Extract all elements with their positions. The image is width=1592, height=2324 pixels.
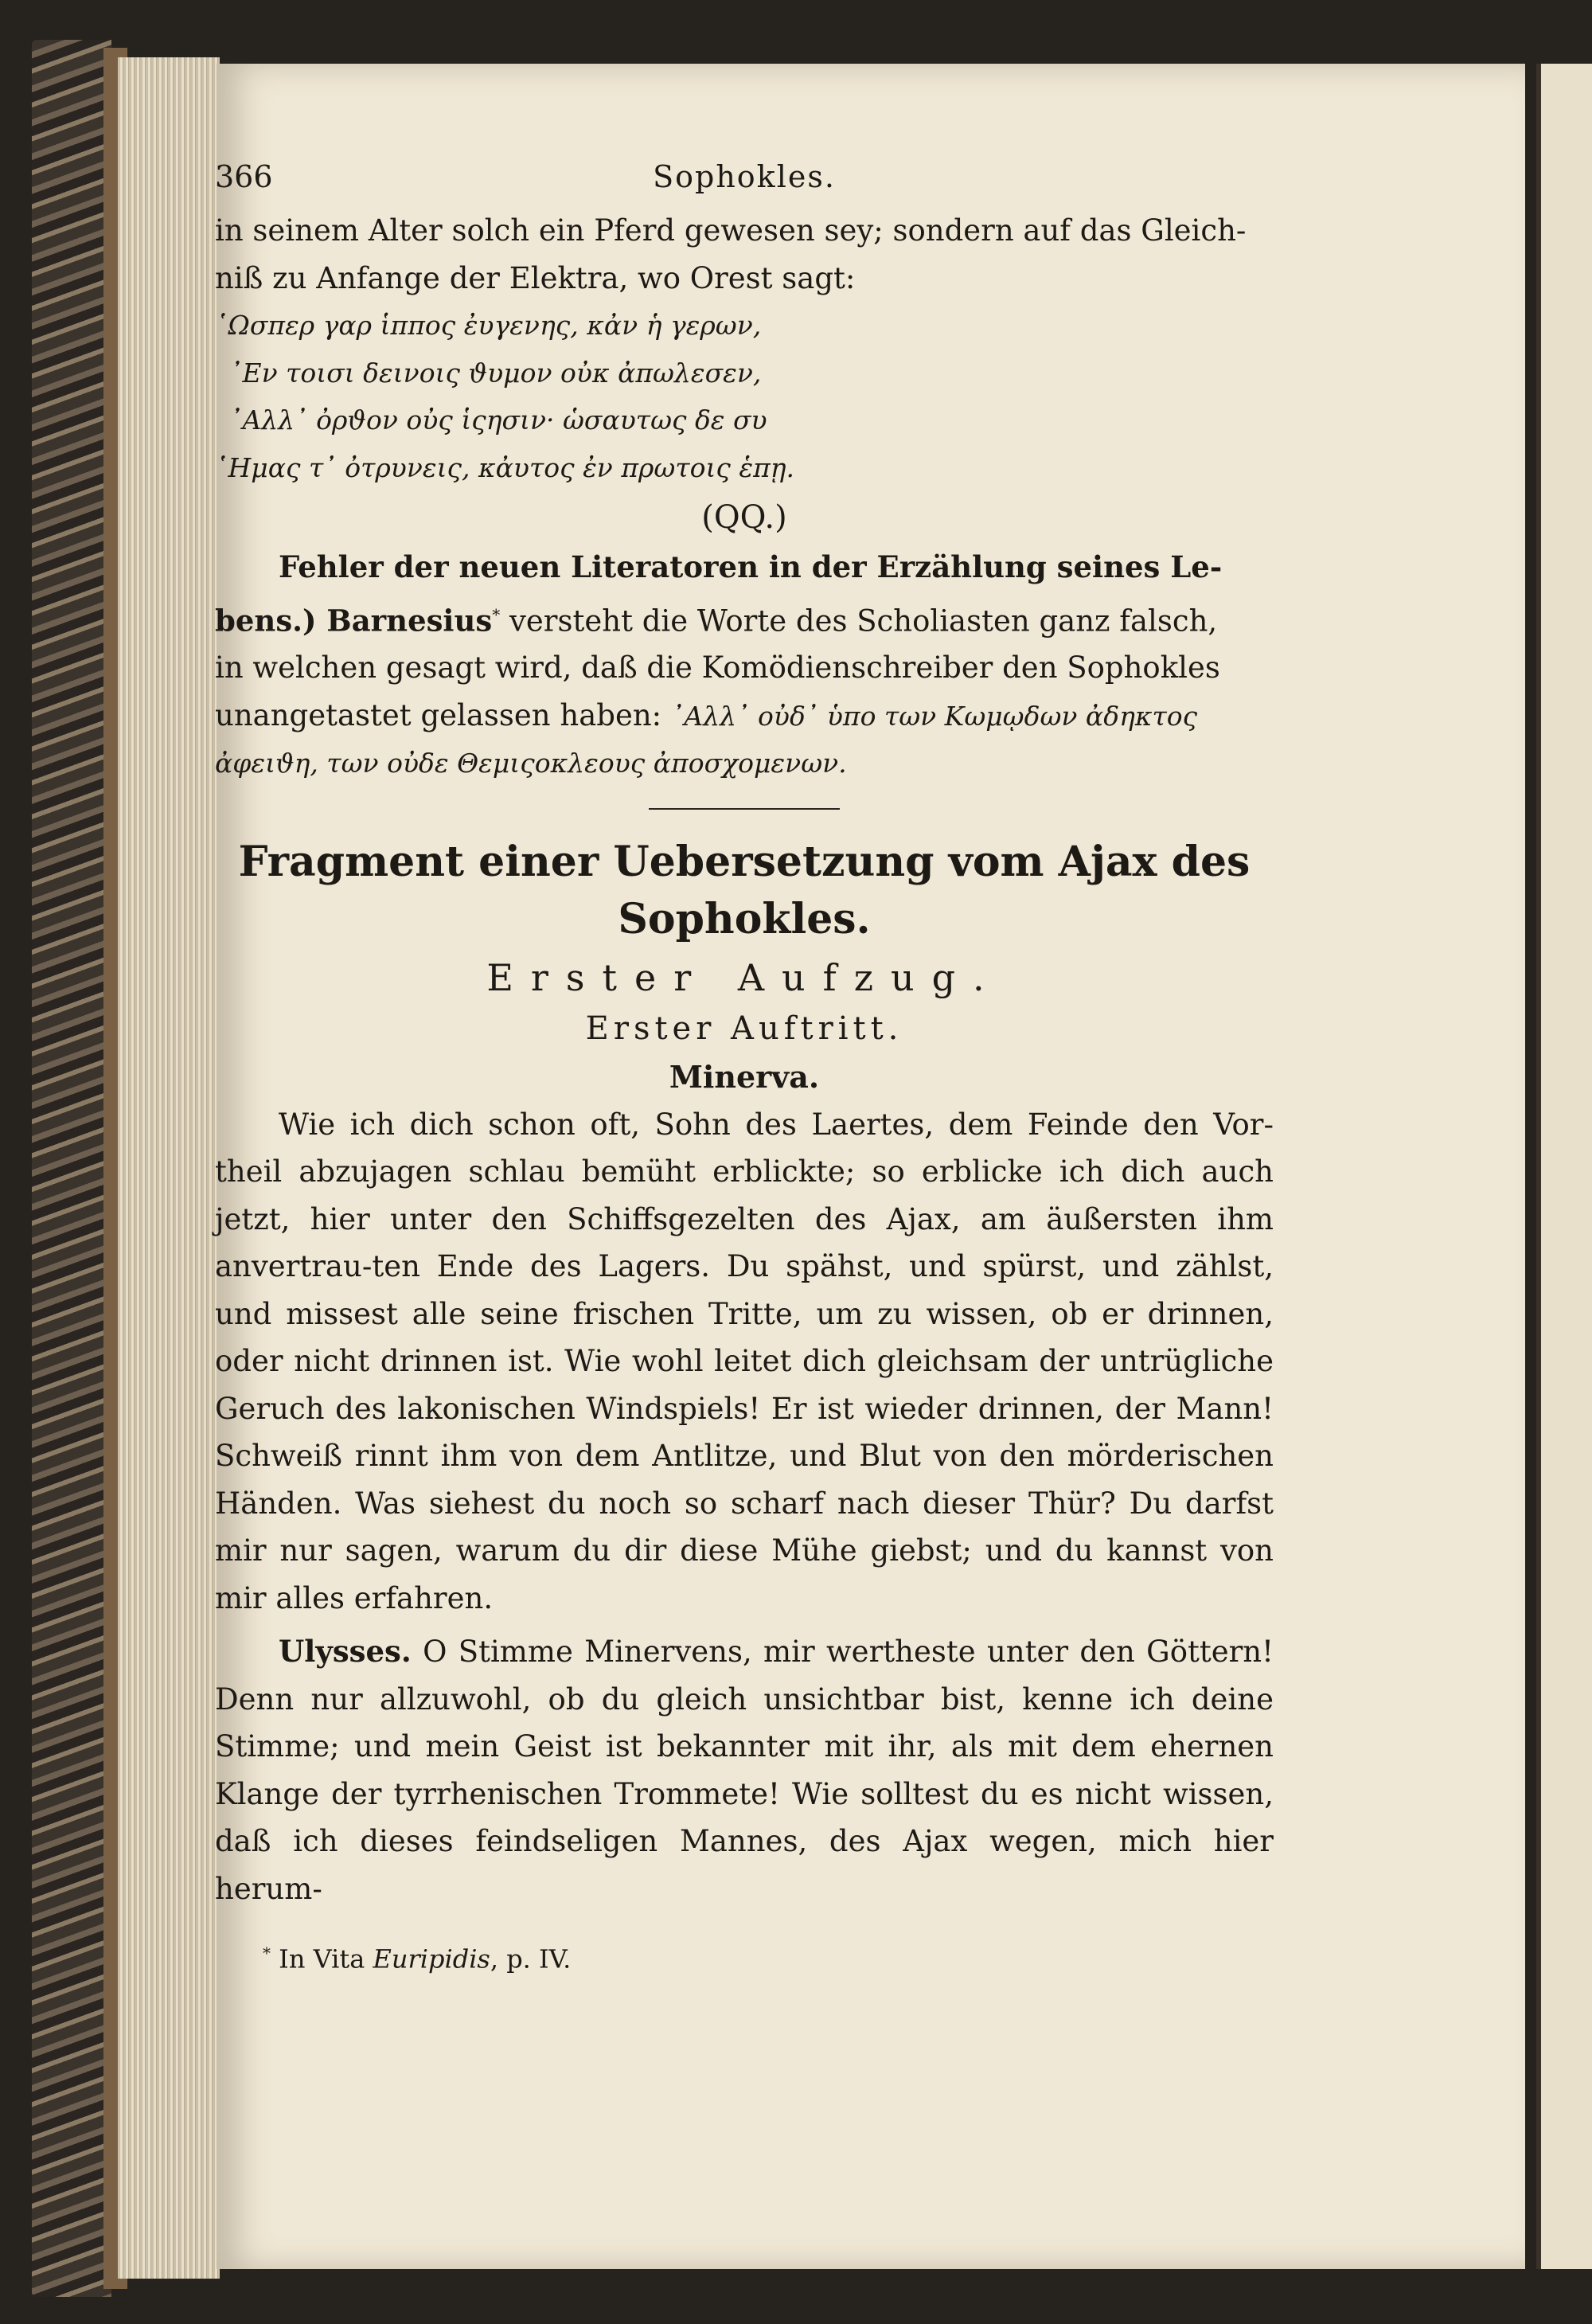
greek-quote-line-1: ῾Ωσπερ γαρ ἱππος ἐυγενης, κἀν ἡ γερων,	[215, 310, 762, 341]
page-stack-edge	[118, 57, 220, 2279]
section-qq-line-3: in welchen gesagt wird, daß die Komödienschreiber den Sophokles	[215, 650, 1220, 685]
section-qq-line-2	[215, 592, 1274, 645]
footnote-mark: *	[263, 1943, 271, 1963]
section-qq-text-greek: ᾿Αλλ᾿ οὐδ᾿ ὑπο των Κωμῳδων ἀδηκτος	[670, 700, 1198, 732]
section-qq-text: versteht die Worte des Scholiasten ganz falsch,	[500, 603, 1218, 638]
greek-quote-line-3: ᾿Αλλ᾿ ὀρϑον οὐς ἱςησιν· ὡσαυτως δε συ	[229, 404, 767, 436]
book-cover-edge	[32, 40, 111, 2297]
section-qq-line-4	[215, 692, 1274, 740]
footnote-italic: Euripidis	[373, 1943, 490, 1974]
greek-quote-line-4: ῾Ημας τ᾿ ὀτρυνεις, κἀυτος ἐν πρωτοις ἑπῃ.	[215, 451, 795, 483]
footnote	[215, 1933, 1274, 1979]
act-title: Erster Aufzug.	[486, 955, 1002, 999]
page-number: 366	[215, 159, 273, 194]
section-qq-line-5: ἀφειϑη, των οὐδε Θεμιςοκλεους ἀποσχομενων.	[215, 748, 847, 779]
intro-line-1: in seinem Alter solch ein Pferd gewesen sey; sondern auf das Gleich-	[215, 213, 1247, 248]
running-head	[215, 159, 1274, 207]
section-marker: (QQ.)	[701, 499, 787, 536]
author-name: Barnesius	[326, 602, 493, 638]
greek-quote	[215, 302, 1274, 491]
speaker-minerva: Minerva.	[669, 1058, 820, 1095]
intro-line-2: niß zu Anfange der Elektra, wo Orest sagt:	[215, 260, 856, 295]
fragment-title: Fragment einer Uebersetzung vom Ajax des Sophokles.	[238, 837, 1251, 943]
greek-quote-line-2: ᾿Εν τοισι δεινοις ϑυμον οὐκ ἀπωλεσεν,	[229, 357, 762, 389]
scene-title: Erster Auftritt.	[585, 1010, 903, 1047]
running-title: Sophokles.	[653, 159, 836, 194]
section-divider	[649, 808, 840, 810]
speech-minerva: Wie ich dich schon oft, Sohn des Laertes, dem Feinde den Vor-theil abzujagen schlau bemüht erblickte; so erblicke ich dich auch jetzt, hier unter den Schiffsgezelten des Ajax, am äußersten ihm anvertrau-ten Ende des Lagers. Du spähst, und spürst, und zählst, und missest alle seine frischen Tritte, um zu wissen, ob er drinnen, oder nicht drinnen ist. Wie wohl leitet dich gleichsam der untrügliche Geruch des lakonischen Windspiels! Er ist wieder drinnen, der Mann! Schweiß rinnt ihm von dem Antlitze, und Blut von den mörderischen Händen. Was siehest du noch so scharf nach dieser Thür? Du darfst mir nur sagen, warum du dir diese Mühe giebst; und du kannst von mir alles erfahren.	[215, 1107, 1274, 1615]
speaker-ulysses: Ulysses.	[279, 1634, 412, 1670]
speech-ulysses	[215, 1628, 1274, 1912]
section-qq-heading-end: bens.)	[215, 602, 327, 638]
section-qq-heading: Fehler der neuen Literatoren in der Erzählung seines Le-	[279, 549, 1223, 584]
facing-page-edge	[1536, 64, 1592, 2269]
footnote-text-end: , p. IV.	[490, 1943, 572, 1974]
section-qq-lead	[215, 544, 1274, 592]
footnote-reference: *	[492, 604, 501, 624]
page-content	[215, 159, 1274, 1979]
speech-ulysses-text: O Stimme Minervens, mir wertheste unter den Göttern! Denn nur allzuwohl, ob du gleich unsichtbar bist, kenne ich deine Stimme; und mein Geist ist bekannter mit ihr, als mit dem ehernen Klange der tyrrhenischen Trommete! Wie solltest du es nicht wissen, daß ich dieses feindseligen Mannes, des Ajax wegen, mich hier herum-	[215, 1635, 1274, 1906]
section-qq-text-de: unangetastet gelassen haben:	[215, 697, 671, 732]
footnote-text: In Vita	[271, 1943, 373, 1974]
